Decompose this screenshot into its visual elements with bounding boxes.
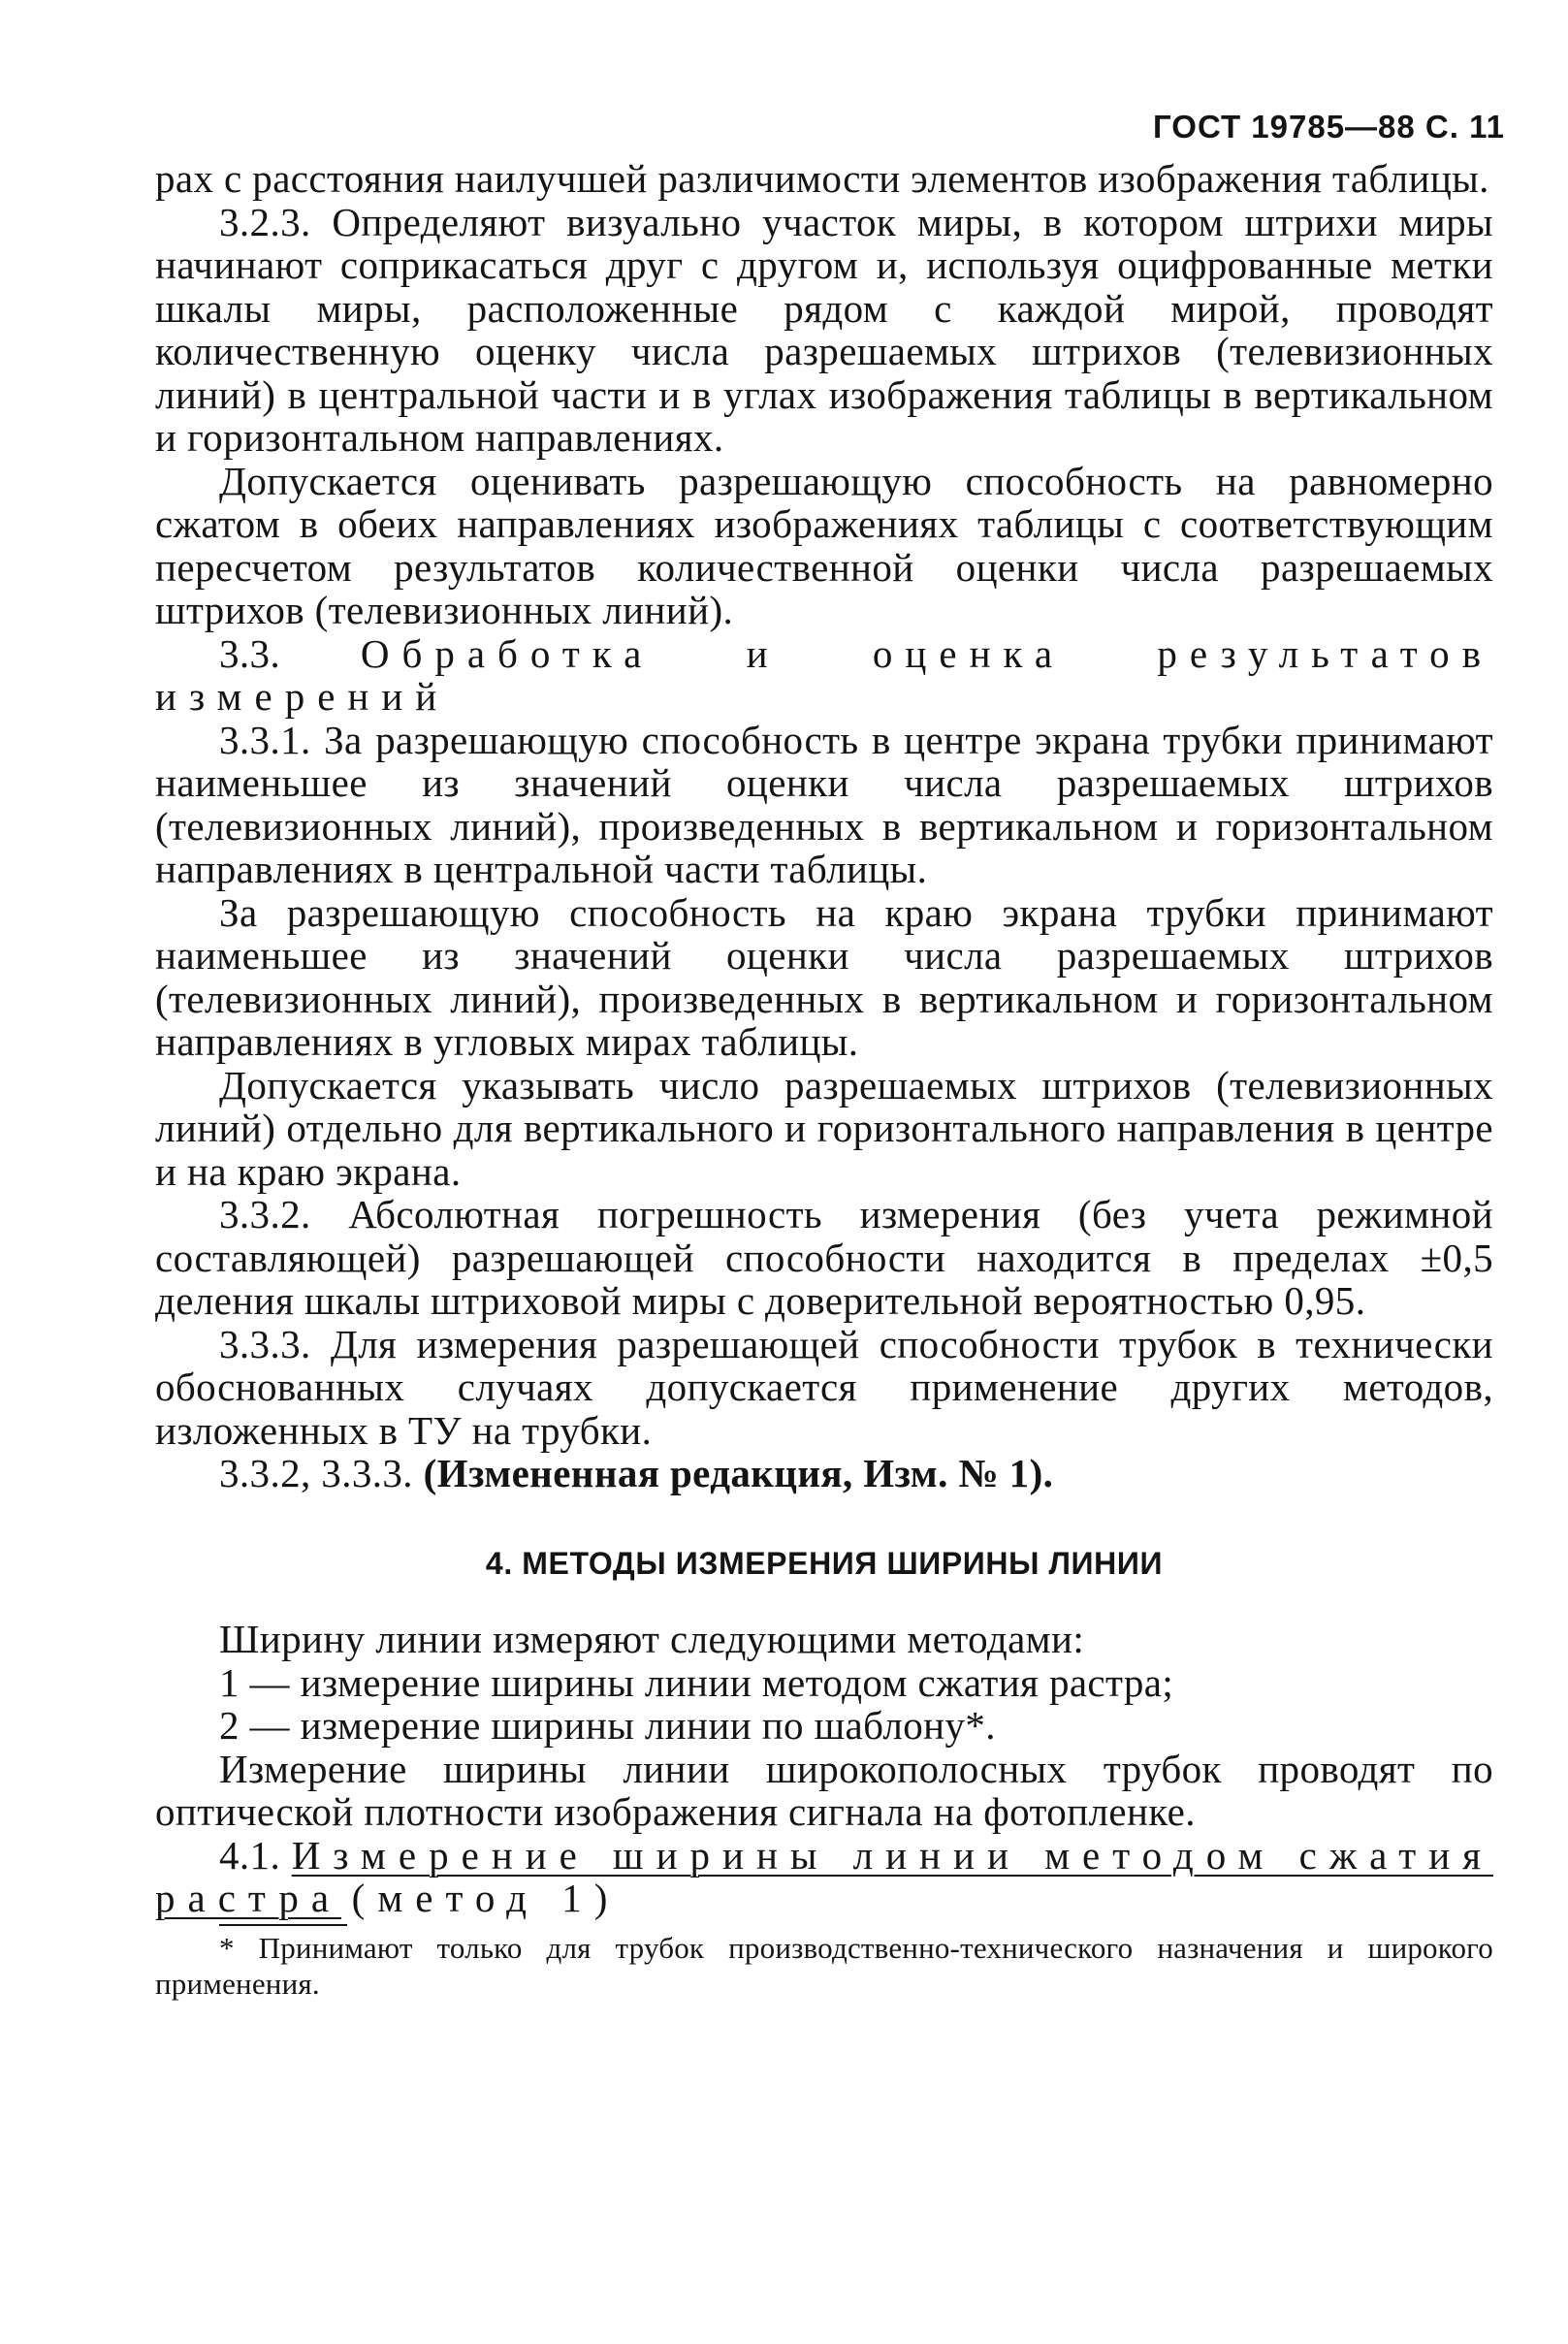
subsection-4-1-method: (метод 1) bbox=[351, 1876, 621, 1920]
paragraph-3-3-1: 3.3.1. За разрешающую способность в центре экрана трубки принимают наименьшее из значений оценки числа разрешаемых штрихов (телевизионных линий), произведенных в вертикальном и горизонтальном направлениях в центральной части таблицы. bbox=[155, 717, 1493, 891]
paragraph-continuation: рах с расстояния наилучшей различимости элементов изображения таблицы. bbox=[155, 156, 1489, 201]
paragraph-allowance-compressed: Допускается оценивать разрешающую способность на равномерно сжатом в обеих направлениях изображениях таблицы с соответствующим пересчетом результатов количественной оценки числа разрешаемых штрихов (телевизионных линий). bbox=[155, 458, 1493, 632]
paragraph-edge-resolution: За разрешающую способность на краю экрана трубки принимают наименьшее из значений оценки числа разрешаемых штрихов (телевизионных линий), произведенных в вертикальном и горизонтальном направлениях в угловых мирах таблицы. bbox=[155, 889, 1493, 1064]
section-4-intro: Ширину линии измеряют следующими методами: bbox=[219, 1617, 1085, 1661]
subsection-3-3-number: 3.3. bbox=[219, 630, 281, 676]
section-4-title: 4. МЕТОДЫ ИЗМЕРЕНИЯ ШИРИНЫ ЛИНИИ bbox=[485, 1545, 1164, 1581]
subsection-4-1-heading bbox=[155, 1834, 1493, 1920]
method-list-item-2: 2 — измерение ширины линии по шаблону*. bbox=[219, 1703, 996, 1748]
amendment-note-numbers: 3.3.2, 3.3.3. bbox=[219, 1451, 413, 1495]
method-list-item-1: 1 — измерение ширины линии методом сжатия растра; bbox=[219, 1659, 1174, 1705]
paragraph-broadband-tubes: Измерение ширины линии широкополосных трубок проводят по оптической плотности изображения сигнала на фотопленке. bbox=[155, 1746, 1493, 1834]
subsection-3-3-heading bbox=[155, 632, 1493, 719]
subsection-4-1-number: 4.1. bbox=[219, 1832, 281, 1878]
amendment-note-text: (Измененная редакция, Изм. № 1). bbox=[423, 1451, 1054, 1495]
running-head: ГОСТ 19785—88 С. 11 bbox=[1153, 109, 1505, 144]
paragraph-3-2-3: 3.2.3. Определяют визуально участок миры, в котором штрихи миры начинают соприкасаться друг с другом и, используя оцифрованные метки шкалы миры, расположенные рядом с каждой мирой, проводят количественную оценку числа разрешаемых штрихов (телевизионных линий) в центральной части и в углах изображения таблицы в вертикальном и горизонтальном направлениях. bbox=[155, 199, 1493, 460]
amendment-note bbox=[155, 1452, 1493, 1495]
subsection-3-3-title: Обработка и оценка результатов измерений bbox=[155, 630, 1493, 719]
body-text bbox=[155, 157, 1493, 1920]
footnote: * Принимают только для трубок производственно-технического назначения и широкого применения. bbox=[155, 1930, 1493, 2001]
paragraph-3-3-2: 3.3.2. Абсолютная погрешность измерения (без учета режимной составляющей) разрешающей способности находится в пределах ±0,5 деления шкалы штриховой миры с доверительной вероятностью 0,95. bbox=[155, 1192, 1493, 1323]
document-page bbox=[155, 109, 1505, 2002]
footnote-rule bbox=[219, 1924, 347, 1926]
subsection-4-1-title: Измерение ширины линии методом сжатия растра bbox=[155, 1832, 1493, 1920]
paragraph-separate-directions: Допускается указывать число разрешаемых штрихов (телевизионных линий) отдельно для вертикального и горизонтального направления в центре и на краю экрана. bbox=[155, 1062, 1493, 1194]
paragraph-3-3-3: 3.3.3. Для измерения разрешающей способности трубок в технически обоснованных случаях допускается применение других методов, изложенных в ТУ на трубки. bbox=[155, 1321, 1493, 1453]
